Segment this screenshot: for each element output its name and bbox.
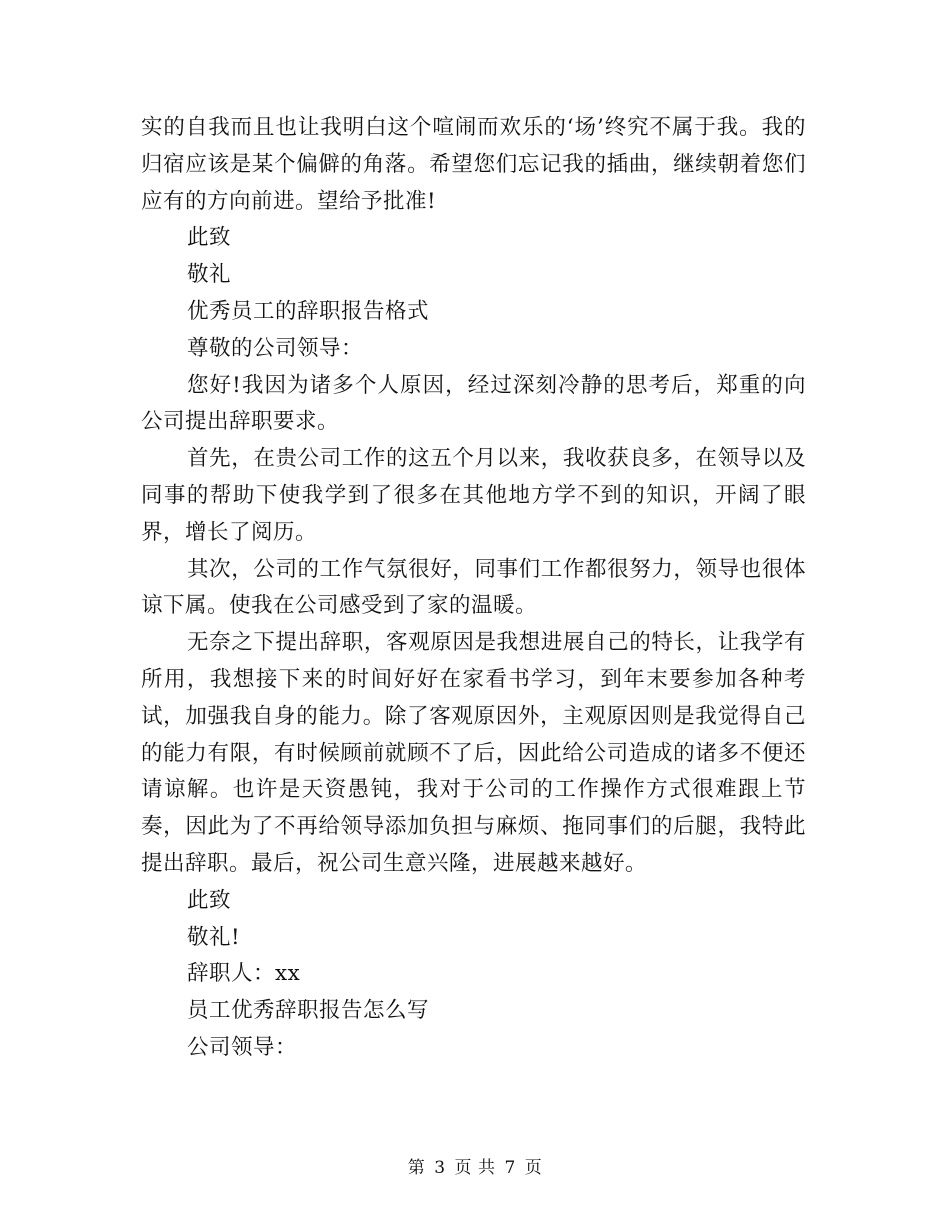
document-body [141, 110, 806, 1067]
page-footer [0, 1153, 950, 1178]
paragraph-body: 首先，在贵公司工作的这五个月以来，我收获良多，在领导以及同事的帮助下使我学到了很多在其他地方学不到的知识，开阔了眼界，增长了阅历。 [141, 446, 806, 545]
signature-line: 辞职人：xx [187, 961, 301, 987]
paragraph-body: 您好!我因为诸多个人原因，经过深刻冷静的思考后，郑重的向公司提出辞职要求。 [141, 372, 806, 435]
total-pages-number: 7 [504, 1158, 516, 1178]
current-page-number: 3 [434, 1158, 446, 1178]
page-prefix: 第 [407, 1158, 426, 1178]
letter-greeting: 尊敬的公司领导： [187, 335, 364, 361]
closing-regards: 敬礼 [187, 262, 232, 288]
paragraph-body: 无奈之下提出辞职，客观原因是我想进展自己的特长，让我学有所用，我想接下来的时间好好在家看书学习，到年末要参加各种考试，加强我自身的能力。除了客观原因外，主观原因则是我觉得自己的能力有限，有时候顾前就顾不了后，因此给公司造成的诸多不便还请谅解。也许是天资愚钝，我对于公司的工作操作方式很难跟上节奏，因此为了不再给领导添加负担与麻烦、拖同事们的后腿，我特此提出辞职。最后，祝公司生意兴隆，进展越来越好。 [141, 630, 806, 876]
closing-salutation: 此致 [187, 887, 232, 913]
closing-salutation: 此致 [187, 225, 232, 251]
section-heading: 优秀员工的辞职报告格式 [187, 298, 430, 324]
section-heading: 员工优秀辞职报告怎么写 [187, 998, 430, 1024]
paragraph-body: 其次，公司的工作气氛很好，同事们工作都很努力，领导也很体谅下属。使我在公司感受到了家的温暖。 [141, 556, 806, 619]
page-suffix: 页 [524, 1158, 543, 1178]
paragraph-continuation: 实的自我而且也让我明白这个喧闹而欢乐的‘场’终究不属于我。我的归宿应该是某个偏僻的角落。希望您们忘记我的插曲，继续朝着您们应有的方向前进。望给予批准! [141, 115, 806, 214]
page-mid-text: 页 共 [454, 1158, 496, 1178]
letter-greeting: 公司领导： [187, 1034, 298, 1060]
closing-regards: 敬礼! [187, 924, 241, 950]
